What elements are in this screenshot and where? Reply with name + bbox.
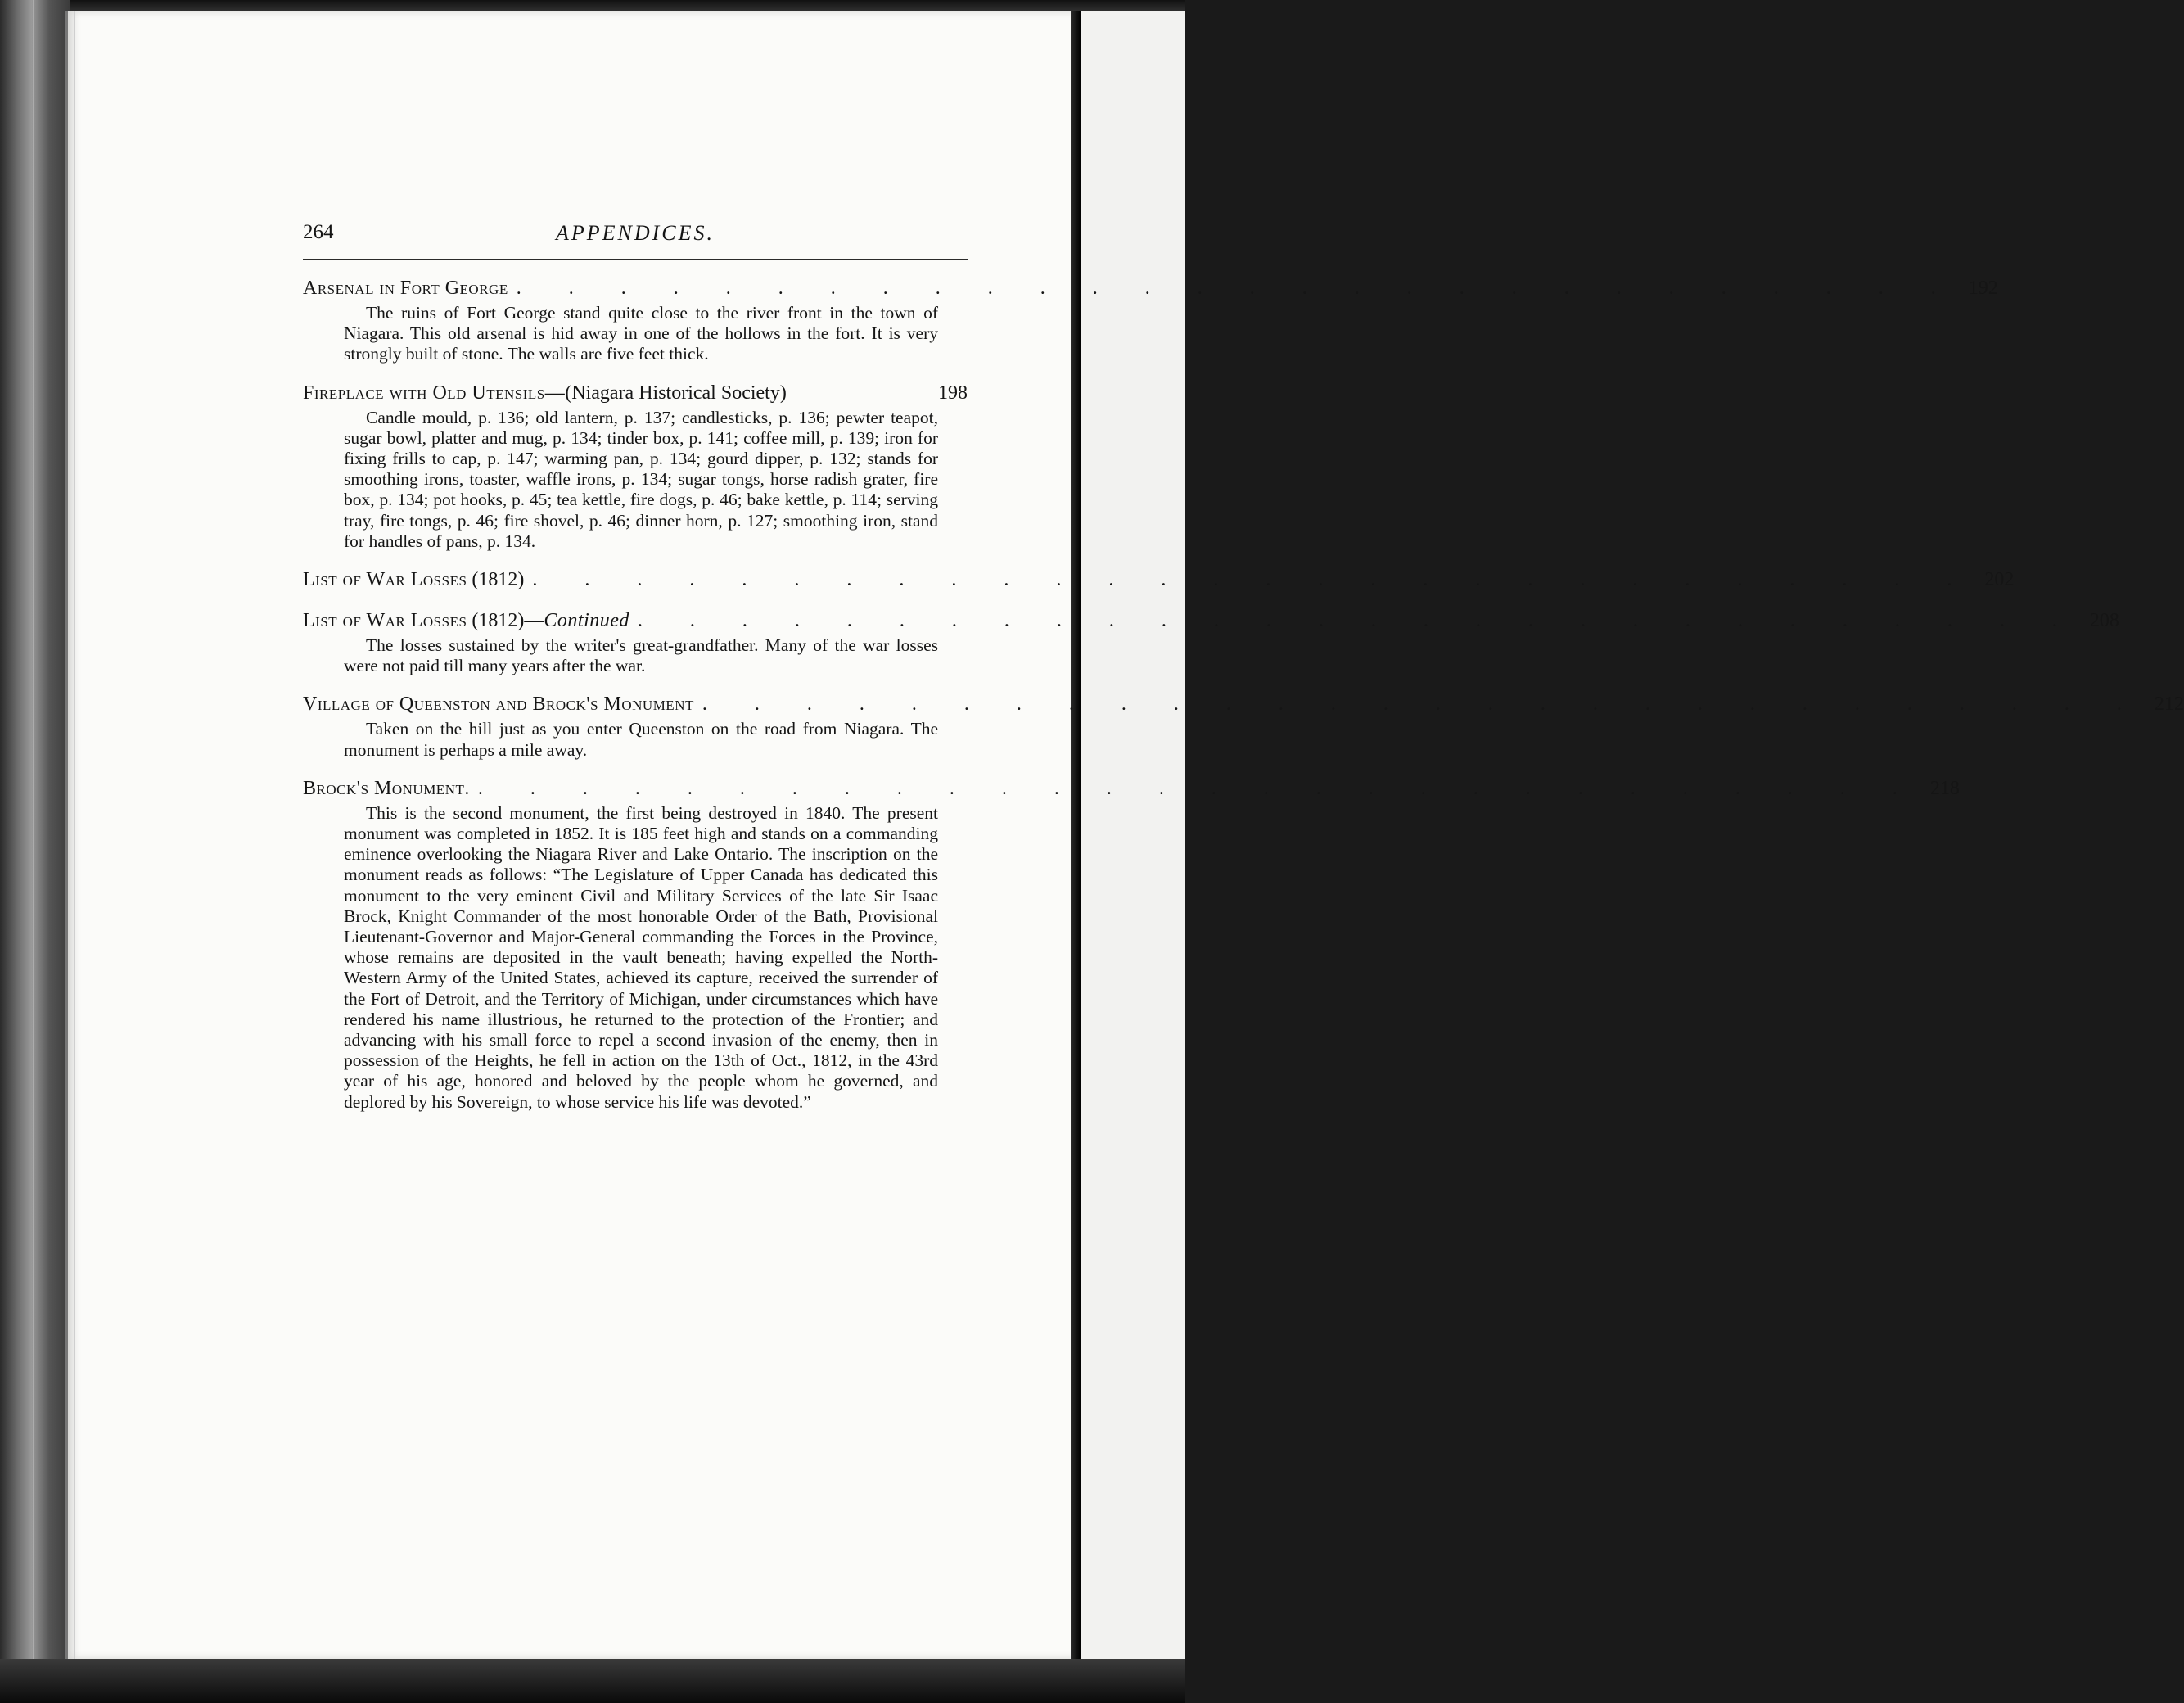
running-head [303,221,968,260]
facing-page-edge [1081,11,1185,1674]
entry-page-number: 212 [2154,693,2184,716]
running-title: APPENDICES. [555,221,715,245]
dot-leaders: . . . . . . . . . . . . . . . . . . . . . . . . . . . . [532,569,1974,591]
entry-heading [303,608,2119,634]
dot-leaders: . . . . . . . . . . . . . . . . . . . . . . . . . . . . [516,278,1957,299]
entry-description [344,408,938,552]
entry-description [344,803,938,1113]
dot-leaders: . . . . . . . . . . . . . . . . . . . . . . . . . . . . [702,693,2143,716]
dot-leaders: . . . . . . . . . . . . . . . . . . . . . . . . . . . . [637,610,2078,632]
entry-title: Village of Queenston and Brock's Monument [303,693,694,716]
entry-page-number: 202 [1984,569,2015,591]
entry-title: Brock's Monument. [303,777,470,799]
list-entry [303,275,1998,365]
entry-title-suffix: (1812)— [467,610,544,632]
entry-title-main: List of War Losses [303,569,467,591]
entry-page-number: 218 [1929,777,1960,799]
entry-page-number: 208 [2089,610,2119,632]
dot-leaders: . . . . . . . . . . . . . . . . . . . . . . . . . . . . [477,777,1919,799]
list-entry [303,380,968,552]
list-entry [303,608,2119,676]
page-text-block [303,221,2184,1113]
entry-description [344,303,938,365]
entry-text: Taken on the hill just as you enter Queenston on the road from Niagara. The monument is perhaps a mile away. [344,719,938,760]
entry-text: The losses sustained by the writer's great-grandfather. Many of the war losses were not paid till many years after the war. [344,635,938,676]
entry-text: The ruins of Fort George stand quite close to the river front in the town of Niagara. This old arsenal is hid away in one of the hollows in the fort. It is very strongly built of stone. The walls are five feet thick. [344,303,938,364]
entry-heading [303,775,1960,802]
entry-description [344,635,938,676]
entry-title-main: Fireplace with Old Utensils— [303,382,566,404]
entry-title: Arsenal in Fort George [303,278,508,299]
page-gutter-shadow [1071,11,1081,1674]
list-entry [303,567,2015,593]
entry-heading [303,380,968,406]
entry-title [303,567,524,593]
entry-heading [303,691,2184,717]
scan-bottom-edge [0,1659,1185,1703]
entry-text: This is the second monument, the first being destroyed in 1840. The present monument was completed in 1852. It is 185 feet high and stands on a commanding eminence overlooking the Niagara River and Lake Ontario. The inscription on the monument reads as follows: “The Legislature of Upper Canada has dedicated this monument to the very eminent Civil and Military Services of the late Sir Isaac Brock, Knight Commander of the most honorable Order of the Bath, Provisional Lieutenant-Governor and Major-General commanding the Forces in the Province, whose remains are deposited in the vault beneath; having expelled the North-Western Army of the United States, achieved its capture, received the surrender of the Fort of Detroit, and the Territory of Michigan, under circumstances which have rendered his name illustrious, he returned to the protection of the Frontier; and advancing with his small force to repel a second invasion of the enemy, then in possession of the Heights, he fell in action on the 13th of Oct., 1812, in the 43rd year of his age, honored and beloved by the people whom he governed, and deplored by his Sovereign, to whose service his life was devoted.” [344,802,938,1112]
list-entry [303,775,1960,1113]
entry-heading [303,567,2015,593]
entry-title-suffix: (Niagara Historical Society) [565,382,787,404]
entry-page-number: 192 [1968,278,1998,299]
list-entry [303,691,2184,760]
page-number: 264 [303,221,334,243]
entry-heading [303,275,1998,301]
entry-title-suffix: (1812) [467,569,525,591]
book-spine-edge [0,0,70,1703]
entry-page-number: 198 [938,382,968,404]
entry-description [344,719,938,760]
entry-title-main: List of War Losses [303,610,467,632]
entry-title [303,380,787,406]
entry-title [303,608,629,634]
entry-text: Candle mould, p. 136; old lantern, p. 137; candlesticks, p. 136; pewter teapot, sugar bowl, platter and mug, p. 134; tinder box, p. 141; coffee mill, p. 139; iron for fixing frills to cap, p. 147; warming pan, p. 134; gourd dipper, p. 132; stands for smoothing irons, toaster, waffle irons, p. 134; sugar tongs, horse radish grater, fire box, p. 134; pot hooks, p. 45; tea kettle, fire dogs, p. 46; bake kettle, p. 114; serving tray, fire tongs, p. 46; fire shovel, p. 46; dinner horn, p. 127; smoothing iron, stand for handles of pans, p. 134. [344,407,938,551]
entry-title-continued: Continued [544,610,629,632]
